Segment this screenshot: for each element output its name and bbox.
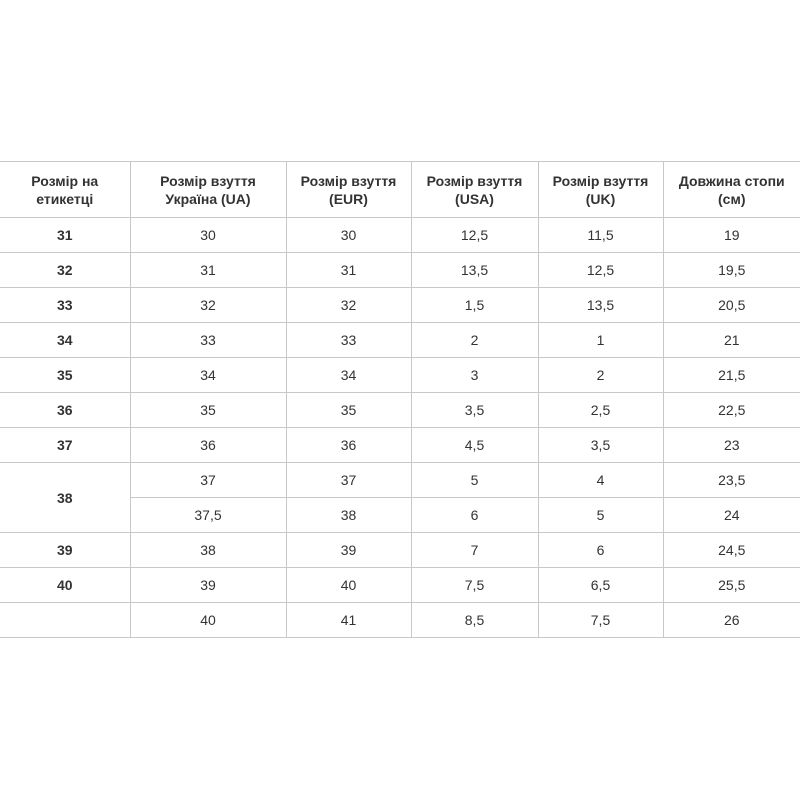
eur-size-cell: 30 — [286, 218, 411, 253]
header-ua-size: Розмір взуття Україна (UA) — [130, 162, 286, 218]
ua-size-cell: 34 — [130, 358, 286, 393]
eur-size-cell: 39 — [286, 533, 411, 568]
foot-length-cell: 24 — [663, 498, 800, 533]
ua-size-cell: 39 — [130, 568, 286, 603]
eur-size-cell: 33 — [286, 323, 411, 358]
eur-size-cell: 35 — [286, 393, 411, 428]
usa-size-cell: 5 — [411, 463, 538, 498]
label-size-cell: 38 — [0, 463, 130, 533]
usa-size-cell: 8,5 — [411, 603, 538, 638]
foot-length-cell: 24,5 — [663, 533, 800, 568]
table-row — [0, 323, 800, 358]
foot-length-cell: 21 — [663, 323, 800, 358]
eur-size-cell: 37 — [286, 463, 411, 498]
size-chart-table — [0, 161, 800, 638]
usa-size-cell: 3 — [411, 358, 538, 393]
table-row — [0, 463, 800, 498]
foot-length-cell: 20,5 — [663, 288, 800, 323]
foot-length-cell: 21,5 — [663, 358, 800, 393]
header-label-size: Розмір на етикетці — [0, 162, 130, 218]
uk-size-cell: 1 — [538, 323, 663, 358]
uk-size-cell: 5 — [538, 498, 663, 533]
ua-size-cell: 37,5 — [130, 498, 286, 533]
label-size-cell: 35 — [0, 358, 130, 393]
label-size-cell — [0, 603, 130, 638]
header-eur-size: Розмір взуття (EUR) — [286, 162, 411, 218]
eur-size-cell: 34 — [286, 358, 411, 393]
usa-size-cell: 12,5 — [411, 218, 538, 253]
uk-size-cell: 2 — [538, 358, 663, 393]
uk-size-cell: 3,5 — [538, 428, 663, 463]
foot-length-cell: 19,5 — [663, 253, 800, 288]
uk-size-cell: 12,5 — [538, 253, 663, 288]
uk-size-cell: 2,5 — [538, 393, 663, 428]
uk-size-cell: 6,5 — [538, 568, 663, 603]
ua-size-cell: 36 — [130, 428, 286, 463]
table-row — [0, 288, 800, 323]
header-foot-length: Довжина стопи (см) — [663, 162, 800, 218]
usa-size-cell: 1,5 — [411, 288, 538, 323]
foot-length-cell: 23,5 — [663, 463, 800, 498]
eur-size-cell: 41 — [286, 603, 411, 638]
usa-size-cell: 6 — [411, 498, 538, 533]
table-row — [0, 358, 800, 393]
table-row — [0, 218, 800, 253]
label-size-cell: 40 — [0, 568, 130, 603]
header-row — [0, 162, 800, 218]
table-row — [0, 603, 800, 638]
usa-size-cell: 3,5 — [411, 393, 538, 428]
label-size-cell: 31 — [0, 218, 130, 253]
table-row — [0, 428, 800, 463]
foot-length-cell: 25,5 — [663, 568, 800, 603]
usa-size-cell: 7 — [411, 533, 538, 568]
label-size-cell: 37 — [0, 428, 130, 463]
label-size-cell: 39 — [0, 533, 130, 568]
table-row — [0, 533, 800, 568]
uk-size-cell: 11,5 — [538, 218, 663, 253]
ua-size-cell: 35 — [130, 393, 286, 428]
label-size-cell: 34 — [0, 323, 130, 358]
uk-size-cell: 6 — [538, 533, 663, 568]
uk-size-cell: 7,5 — [538, 603, 663, 638]
ua-size-cell: 31 — [130, 253, 286, 288]
foot-length-cell: 26 — [663, 603, 800, 638]
foot-length-cell: 23 — [663, 428, 800, 463]
table-row — [0, 253, 800, 288]
eur-size-cell: 31 — [286, 253, 411, 288]
usa-size-cell: 4,5 — [411, 428, 538, 463]
label-size-cell: 32 — [0, 253, 130, 288]
header-usa-size: Розмір взуття (USA) — [411, 162, 538, 218]
eur-size-cell: 36 — [286, 428, 411, 463]
ua-size-cell: 40 — [130, 603, 286, 638]
label-size-cell: 33 — [0, 288, 130, 323]
table-row — [0, 393, 800, 428]
eur-size-cell: 40 — [286, 568, 411, 603]
eur-size-cell: 38 — [286, 498, 411, 533]
ua-size-cell: 38 — [130, 533, 286, 568]
table-row — [0, 568, 800, 603]
usa-size-cell: 2 — [411, 323, 538, 358]
uk-size-cell: 13,5 — [538, 288, 663, 323]
usa-size-cell: 13,5 — [411, 253, 538, 288]
ua-size-cell: 33 — [130, 323, 286, 358]
ua-size-cell: 37 — [130, 463, 286, 498]
uk-size-cell: 4 — [538, 463, 663, 498]
label-size-cell: 36 — [0, 393, 130, 428]
ua-size-cell: 30 — [130, 218, 286, 253]
eur-size-cell: 32 — [286, 288, 411, 323]
usa-size-cell: 7,5 — [411, 568, 538, 603]
foot-length-cell: 22,5 — [663, 393, 800, 428]
header-uk-size: Розмір взуття (UK) — [538, 162, 663, 218]
foot-length-cell: 19 — [663, 218, 800, 253]
ua-size-cell: 32 — [130, 288, 286, 323]
